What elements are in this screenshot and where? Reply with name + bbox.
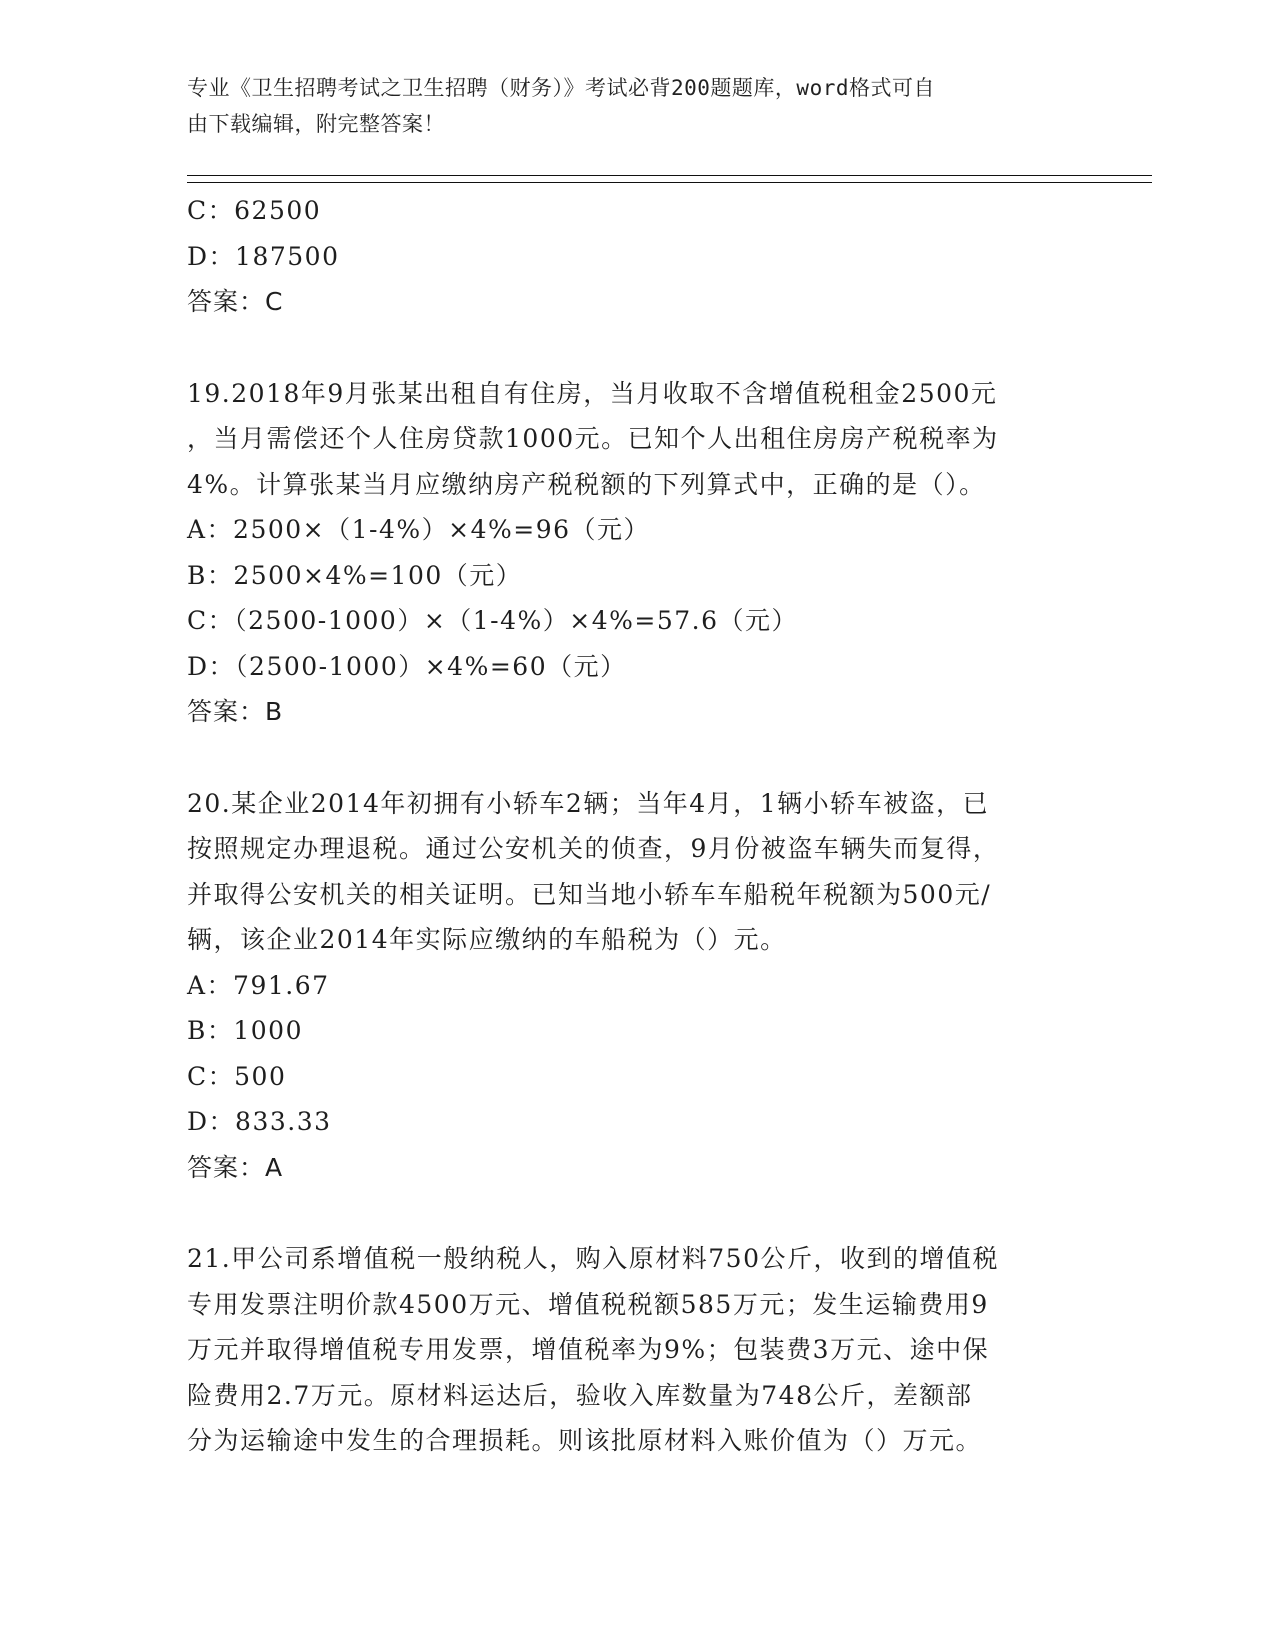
question-21 xyxy=(187,1236,1077,1464)
question-text-line: 险费用2.7万元。原材料运达后，验收入库数量为748公斤，差额部 xyxy=(187,1380,973,1410)
option-a: A：791.67 xyxy=(187,970,330,1000)
answer: 答案：A xyxy=(187,1152,284,1182)
option-b: B：1000 xyxy=(187,1016,303,1045)
spacer xyxy=(187,1190,1077,1236)
option-d: D：833.33 xyxy=(187,1107,332,1136)
spacer xyxy=(187,735,1077,781)
header-line-2: 由下载编辑，附完整答案！ xyxy=(187,112,445,136)
page-header xyxy=(187,70,1067,142)
header-divider-bottom xyxy=(187,182,1152,183)
question-text-line: 分为运输途中发生的合理损耗。则该批原材料入账价值为（）万元。 xyxy=(187,1426,983,1455)
spacer xyxy=(187,325,1077,371)
option-a: A：2500×（1-4%）×4%=96（元） xyxy=(187,515,651,544)
option-d: D：187500 xyxy=(187,241,340,271)
question-text-line: 专用发票注明价款4500万元、增值税税额585万元；发生运输费用9 xyxy=(187,1289,989,1319)
header-line-1: 专业《卫生招聘考试之卫生招聘（财务）》考试必背200题题库，word格式可自 xyxy=(187,76,935,100)
question-content xyxy=(187,188,1077,1464)
header-divider-top xyxy=(187,175,1152,176)
option-d: D：（2500-1000）×4%=60（元） xyxy=(187,651,627,681)
question-text-line: 21.甲公司系增值税一般纳税人，购入原材料750公斤，收到的增值税 xyxy=(187,1244,999,1273)
question-text-line: 万元并取得增值税专用发票，增值税率为9%；包装费3万元、途中保 xyxy=(187,1335,990,1364)
option-c: C：62500 xyxy=(187,196,322,225)
question-18-tail xyxy=(187,188,1077,325)
question-text-line: 并取得公安机关的相关证明。已知当地小轿车车船税年税额为500元/ xyxy=(187,879,992,909)
option-c: C：500 xyxy=(187,1061,287,1091)
option-c: C：（2500-1000）×（1-4%）×4%=57.6（元） xyxy=(187,606,799,635)
question-text-line: 4%。计算张某当月应缴纳房产税税额的下列算式中，正确的是（）。 xyxy=(187,469,986,499)
question-20 xyxy=(187,781,1077,1191)
answer: 答案：B xyxy=(187,697,284,726)
answer: 答案：C xyxy=(187,287,284,316)
question-text-line: 20.某企业2014年初拥有小轿车2辆；当年4月，1辆小轿车被盗，已 xyxy=(187,788,990,818)
option-b: B：2500×4%=100（元） xyxy=(187,560,523,590)
question-19 xyxy=(187,371,1077,735)
question-text-line: 19.2018年9月张某出租自有住房，当月收取不含增值税租金2500元 xyxy=(187,378,998,408)
question-text-line: 按照规定办理退税。通过公安机关的侦查，9月份被盗车辆失而复得， xyxy=(187,834,1000,863)
question-text-line: ，当月需偿还个人住房贷款1000元。已知个人出租住房房产税税率为 xyxy=(187,424,999,453)
question-text-line: 辆，该企业2014年实际应缴纳的车船税为（）元。 xyxy=(187,925,787,954)
